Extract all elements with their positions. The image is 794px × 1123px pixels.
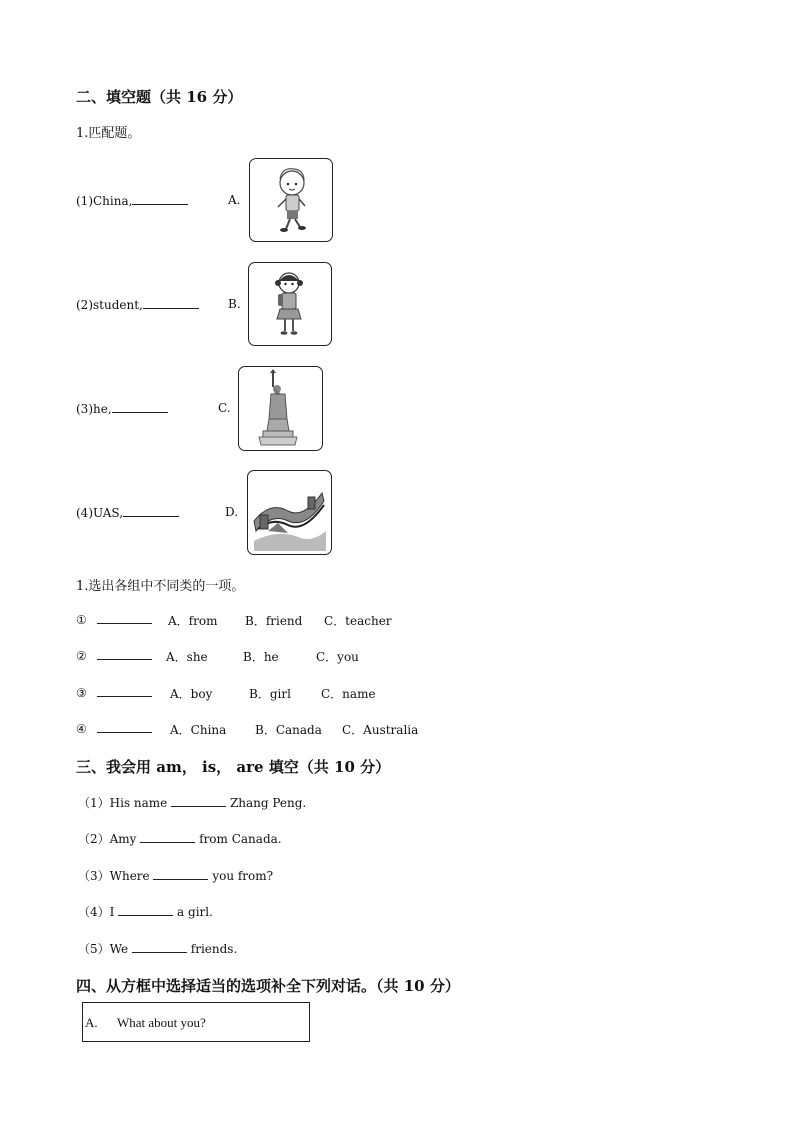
odd-row-4-option-a: A．China (170, 723, 227, 737)
cartoon-girl-with-backpack (249, 263, 331, 345)
odd-row-3 (76, 685, 152, 700)
answer-blank[interactable] (97, 721, 152, 733)
item-number: （5） (78, 942, 110, 956)
odd-row-2-option-c: C．you (316, 650, 359, 664)
odd-row-4-option-c: C．Australia (342, 723, 419, 737)
text-after: Zhang Peng. (229, 796, 307, 810)
item-number: （4） (78, 905, 110, 919)
odd-row-2-option-b: B．he (243, 650, 279, 664)
section-2-title: 二、填空题（共 16 分） (76, 88, 243, 106)
answer-blank[interactable] (132, 193, 188, 205)
fill-item-5 (78, 940, 237, 957)
fill-item-2 (78, 830, 282, 847)
odd-row-1-option-c: C．teacher (324, 614, 392, 628)
fill-item-3 (78, 867, 273, 884)
odd-row-2-option-a: A．she (166, 650, 208, 664)
odd-row-4 (76, 721, 152, 736)
match-item-4-label: (4)UAS, (76, 506, 124, 520)
match-item-3 (76, 401, 168, 416)
row-number: ② (76, 649, 87, 663)
answer-blank[interactable] (123, 505, 179, 517)
odd-row-1-option-b: B．friend (245, 614, 303, 628)
text-before: Amy (109, 832, 137, 846)
match-item-4 (76, 505, 179, 520)
fill-item-1 (78, 794, 306, 811)
text-before: We (109, 942, 129, 956)
matching-question-title: 1.匹配题。 (76, 126, 141, 141)
odd-row-4-option-b: B．Canada (255, 723, 322, 737)
match-item-2 (76, 297, 199, 312)
cartoon-boy-image (249, 158, 333, 242)
option-box (82, 1002, 310, 1042)
match-option-d: D. (225, 505, 239, 519)
cartoon-girl-image (248, 262, 332, 346)
text-after: you from? (212, 869, 274, 883)
odd-row-1-option-a: A．from (168, 614, 218, 628)
answer-blank[interactable] (143, 297, 199, 309)
match-item-1-label: (1)China, (76, 194, 133, 208)
section-3-title: 三、我会用 am， is， are 填空（共 10 分） (76, 758, 391, 776)
match-option-c: C. (218, 401, 231, 415)
answer-blank[interactable] (118, 904, 173, 916)
great-wall-image (247, 470, 332, 555)
text-before: His name (109, 796, 168, 810)
answer-blank[interactable] (97, 648, 152, 660)
odd-row-3-option-c: C．name (321, 687, 376, 701)
text-after: from Canada. (199, 832, 282, 846)
statue-of-liberty-image (238, 366, 323, 451)
row-number: ④ (76, 722, 87, 736)
text-before: Where (109, 869, 150, 883)
answer-blank[interactable] (171, 795, 226, 807)
text-after: a girl. (177, 905, 213, 919)
great-wall (248, 471, 331, 554)
answer-blank[interactable] (140, 831, 195, 843)
odd-row-1 (76, 612, 152, 627)
statue-of-liberty (239, 367, 322, 450)
section-4-title: 四、从方框中选择适当的选项补全下列对话。（共 10 分） (76, 977, 460, 995)
match-item-1 (76, 193, 188, 208)
row-number: ① (76, 613, 87, 627)
item-number: （3） (78, 869, 110, 883)
text-after: friends. (190, 942, 238, 956)
text-before: I (109, 905, 115, 919)
odd-row-2 (76, 648, 152, 663)
option-letter: A. (85, 1015, 98, 1030)
option-text: What about you? (117, 1015, 206, 1030)
odd-one-out-title: 1.选出各组中不同类的一项。 (76, 579, 245, 594)
item-number: （2） (78, 832, 110, 846)
answer-blank[interactable] (153, 868, 208, 880)
odd-row-3-option-b: B．girl (249, 687, 291, 701)
answer-blank[interactable] (97, 685, 152, 697)
item-number: （1） (78, 796, 110, 810)
odd-row-3-option-a: A．boy (170, 687, 213, 701)
match-item-2-label: (2)student, (76, 298, 143, 312)
answer-blank[interactable] (132, 941, 187, 953)
answer-blank[interactable] (97, 612, 152, 624)
match-option-a: A. (228, 193, 241, 207)
answer-blank[interactable] (112, 401, 168, 413)
match-item-3-label: (3)he, (76, 402, 112, 416)
fill-item-4 (78, 903, 213, 920)
match-option-b: B. (228, 297, 241, 311)
row-number: ③ (76, 686, 87, 700)
cartoon-boy-illustration (250, 159, 332, 241)
